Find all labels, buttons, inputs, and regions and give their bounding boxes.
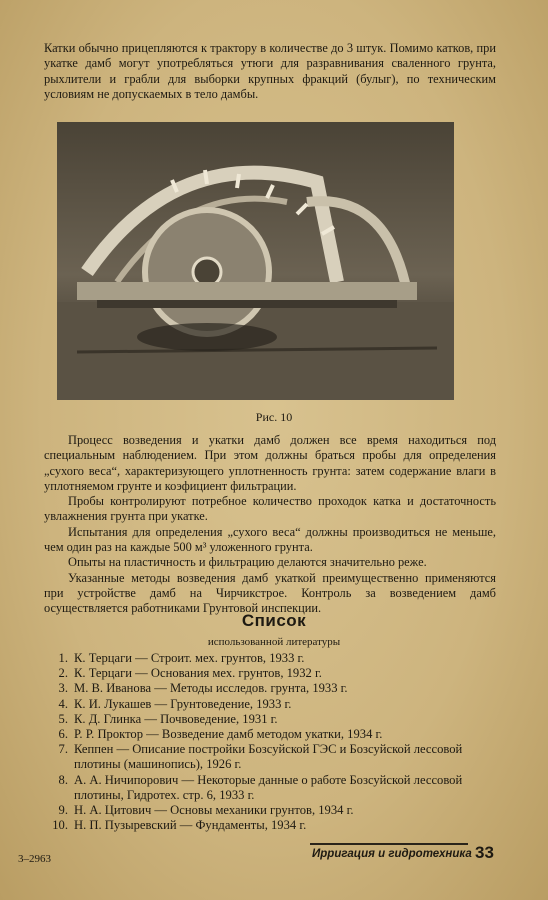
references-subtitle: использованной литературы <box>207 636 341 648</box>
reference-number: 3. <box>58 681 68 696</box>
reference-text: Р. Р. Проктор — Возведение дамб методом укатки, 1934 г. <box>74 727 383 742</box>
references-title: Список <box>241 611 307 630</box>
paragraph-plasticity: Опыты на пластичность и фильтрацию делаются значительно реже. <box>68 555 427 570</box>
footer-rule <box>310 843 468 845</box>
body-text <box>44 433 496 617</box>
reference-item <box>46 712 498 727</box>
reference-item <box>46 818 498 833</box>
reference-text: К. Терцаги — Строит. мех. грунтов, 1933 г. <box>74 651 305 665</box>
reference-text: К. Д. Глинка — Почвоведение, 1931 г. <box>74 711 278 726</box>
references-list <box>46 651 498 833</box>
reference-number: 6. <box>58 727 68 742</box>
reference-item <box>46 651 498 666</box>
reference-text: М. В. Иванова — Методы исследов. грунта, 1933 г. <box>74 681 348 696</box>
reference-item <box>46 773 498 803</box>
paragraph-tests: Испытания для определения „сухого веса“ должны производиться не меньше, чем один раз на каждые 500 м³ уложенного грунта. <box>44 524 496 555</box>
reference-number: 5. <box>58 711 68 726</box>
reference-number: 1. <box>58 651 68 665</box>
reference-text: Н. П. Пузыревский — Фундаменты, 1934 г. <box>74 818 307 833</box>
reference-text: К. Терцаги — Основания мех. грунтов, 1932 г. <box>74 666 322 681</box>
reference-number: 7. <box>58 742 68 757</box>
intro-paragraph: Катки обычно прицепляются к трактору в количестве до 3 штук. Помимо катков, при укатке дамб могут употребляться утюги для разравнивания сваленного грунта, рыхлители и грабли для выборки крупных фракций (булыг), по техническим условиям не допускаемых в тело дамбы. <box>44 41 496 101</box>
reference-number: 9. <box>58 803 68 818</box>
journal-name: Ирригация и гидротехника <box>312 848 472 860</box>
reference-item <box>46 727 498 742</box>
paragraph-methods: Указанные методы возведения дамб укаткой преимущественно применяются при устройстве дамб на Чирчикстрое. Контроль за возведением дамб осуществляется работниками Грунтовой инспекции. <box>44 570 496 616</box>
paragraph-process: Процесс возведения и укатки дамб должен все время находиться под специальным наблюдением. При этом должны браться пробы для определения „сухого веса“, характеризующего уплотненность грунта: затем содержание влаги в уплотняемом грунте и коэфициент фильтрации. <box>44 433 496 493</box>
print-code: 3–2963 <box>18 853 51 865</box>
roller-photo-illustration <box>57 122 454 400</box>
reference-number: 8. <box>58 772 68 787</box>
figure-caption: Рис. 10 <box>255 410 293 424</box>
reference-text: К. И. Лукашев — Грунтоведение, 1933 г. <box>74 696 292 711</box>
figure-photo <box>57 122 454 400</box>
reference-text: Н. А. Цитович — Основы механики грунтов, 1934 г. <box>74 803 354 818</box>
reference-item <box>46 666 498 681</box>
reference-text: А. А. Ничипорович — Некоторые данные о работе Бозсуйской лессовой плотины, Гидротех. стр. 6, 1933 г. <box>74 772 463 802</box>
reference-item <box>46 681 498 696</box>
reference-text: Кеппен — Описание постройки Бозсуйской ГЭС и Бозсуйской лессовой плотины (машинопись), 1926 г. <box>74 742 463 772</box>
reference-item <box>46 697 498 712</box>
reference-item <box>46 803 498 818</box>
reference-number: 4. <box>58 696 68 711</box>
reference-number: 10. <box>52 818 68 833</box>
reference-number: 2. <box>58 666 68 681</box>
page-number: 33 <box>475 843 494 862</box>
reference-item <box>46 742 498 772</box>
paragraph-samples: Пробы контролируют потребное количество проходок катка и достаточность увлажнения грунта при укатке. <box>44 494 496 524</box>
